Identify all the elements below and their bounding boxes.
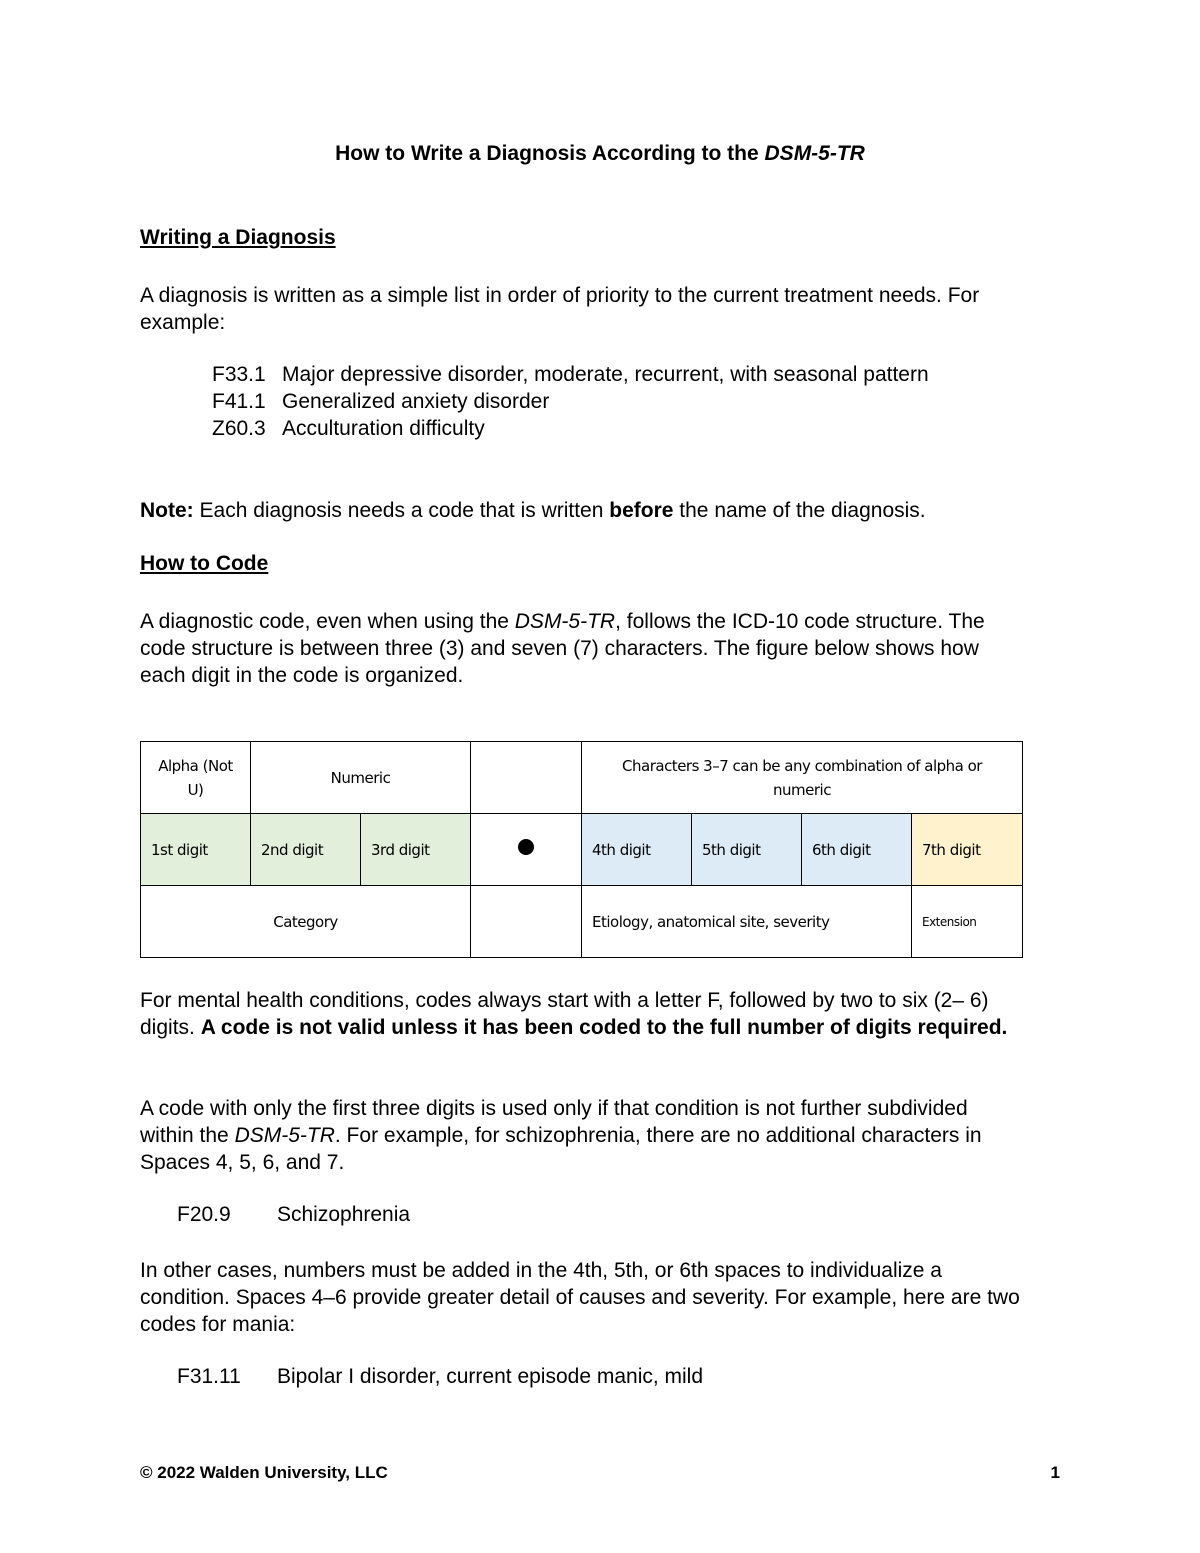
separator-header-cell xyxy=(471,742,582,814)
individualize-paragraph: In other cases, numbers must be added in the 4th, 5th, or 6th spaces to individualize a condition. Spaces 4–6 provide greater detail of causes and severity. For example, here are two codes for mania: xyxy=(140,1259,1020,1336)
footer-page-number: 1 xyxy=(1050,1463,1060,1482)
schizophrenia-example: F20.9 Schizophrenia xyxy=(177,1203,411,1226)
title-italic: DSM-5-TR xyxy=(764,142,865,165)
mental-health-paragraph: For mental health conditions, codes always start with a letter F, followed by two to six (2– 6) digits. A code is not valid unless it has been coded to the full number of digits required. xyxy=(140,989,1008,1039)
diagnosis-example: F33.1 Major depressive disorder, moderate, recurrent, with seasonal pattern xyxy=(212,363,929,386)
digit-cell-2: 2nd digit xyxy=(251,814,361,886)
characters-note-cell: Characters 3–7 can be any combination of alpha or numeric xyxy=(582,742,1023,814)
extension-cell: Extension xyxy=(912,886,1023,958)
code-structure-paragraph: A diagnostic code, even when using the DSM-5-TR, follows the ICD-10 code structure. The code structure is between three (3) and seven (7) characters. The figure below shows how each digit in the code is organized. xyxy=(140,610,985,687)
digit-cell-1: 1st digit xyxy=(141,814,251,886)
digit-cell-7: 7th digit xyxy=(912,814,1023,886)
etiology-cell: Etiology, anatomical site, severity xyxy=(582,886,912,958)
digit-cell-3: 3rd digit xyxy=(361,814,471,886)
digit-cell-4: 4th digit xyxy=(582,814,692,886)
diagnosis-example: Z60.3 Acculturation difficulty xyxy=(212,417,485,440)
page-title: How to Write a Diagnosis According to the DSM-5-TR xyxy=(335,142,865,165)
separator-footer-cell xyxy=(471,886,582,958)
footer-copyright: © 2022 Walden University, LLC xyxy=(140,1463,388,1482)
alpha-header-cell: Alpha (Not U) xyxy=(141,742,251,814)
intro-paragraph: A diagnosis is written as a simple list in order of priority to the current treatment needs. For example: xyxy=(140,284,980,334)
mania-example: F31.11 Bipolar I disorder, current episode manic, mild xyxy=(177,1365,704,1388)
digit-cell-5: 5th digit xyxy=(692,814,802,886)
category-cell: Category xyxy=(141,886,471,958)
three-digit-paragraph: A code with only the first three digits is used only if that condition is not further subdivided within the DSM-5-TR. For example, for schizophrenia, there are no additional characters in Spaces 4, 5, 6, and 7. xyxy=(140,1097,982,1174)
numeric-header-cell: Numeric xyxy=(251,742,471,814)
section-heading-writing: Writing a Diagnosis xyxy=(140,226,336,249)
note-paragraph: Note: Each diagnosis needs a code that is written before the name of the diagnosis. xyxy=(140,499,926,522)
digit-cell-6: 6th digit xyxy=(802,814,912,886)
diagnosis-example: F41.1 Generalized anxiety disorder xyxy=(212,390,550,413)
decimal-point-cell xyxy=(471,814,582,886)
code-structure-figure xyxy=(140,741,1023,958)
section-heading-how-to-code: How to Code xyxy=(140,552,269,575)
decimal-point-dot xyxy=(518,839,534,855)
